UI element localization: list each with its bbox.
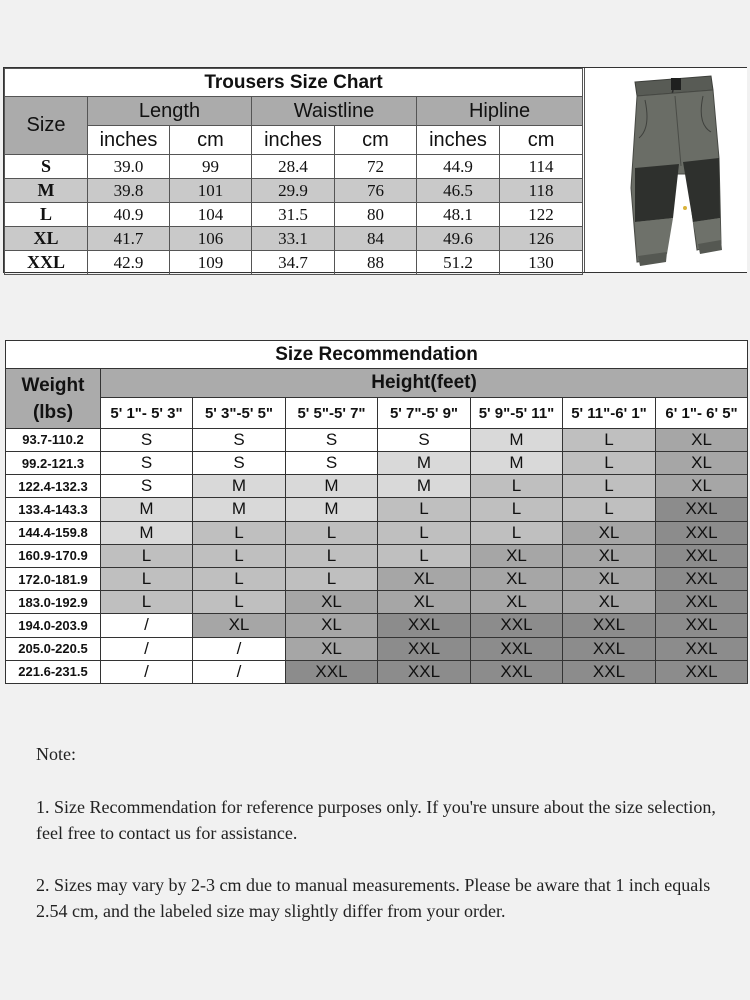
height-range-header: 5' 3"-5' 5" [193, 398, 286, 428]
recommended-size-cell: M [471, 451, 563, 474]
size-label: M [5, 179, 88, 203]
note-item-1: 1. Size Recommendation for reference purposes only. If you're unsure about the size selection, feel free to contact us for assistance. [36, 797, 716, 843]
measurement-cell: 34.7 [252, 251, 335, 275]
recommended-size-cell: M [101, 498, 193, 521]
recommendation-row [6, 637, 748, 660]
weight-header-text: Weight (lbs) [21, 374, 85, 423]
recommended-size-cell: S [286, 428, 378, 451]
height-range-header: 5' 9"-5' 11" [471, 398, 563, 428]
size-recommendation-table [5, 340, 748, 684]
left-lower-leg [635, 218, 673, 258]
recommended-size-cell: XXL [563, 637, 656, 660]
recommended-size-cell: / [101, 660, 193, 683]
recommended-size-cell: XXL [378, 637, 471, 660]
hipline-group-header: Hipline [417, 97, 583, 126]
waistline-group-header: Waistline [252, 97, 417, 126]
measurement-cell: 44.9 [417, 155, 500, 179]
recommended-size-cell: / [101, 614, 193, 637]
recommendation-row [6, 498, 748, 521]
recommended-size-cell: L [378, 521, 471, 544]
recommended-size-cell: XXL [378, 614, 471, 637]
recommended-size-cell: L [378, 544, 471, 567]
length-group-header: Length [88, 97, 252, 126]
recommendation-title: Size Recommendation [6, 341, 748, 369]
recommended-size-cell: M [193, 498, 286, 521]
measurement-cell: 42.9 [88, 251, 170, 275]
recommended-size-cell: XXL [286, 660, 378, 683]
recommended-size-cell: XL [286, 637, 378, 660]
recommended-size-cell: XXL [656, 521, 748, 544]
height-range-header: 6' 1"- 6' 5" [656, 398, 748, 428]
measurement-cell: 72 [335, 155, 417, 179]
recommended-size-cell: XL [286, 591, 378, 614]
recommended-size-cell: S [286, 451, 378, 474]
recommended-size-cell: XL [563, 591, 656, 614]
weight-range-cell: 183.0-192.9 [6, 591, 101, 614]
size-label: XXL [5, 251, 88, 275]
recommended-size-cell: / [193, 637, 286, 660]
measurement-cell: 51.2 [417, 251, 500, 275]
size-chart-title: Trousers Size Chart [5, 69, 583, 97]
recommended-size-cell: L [101, 544, 193, 567]
height-range-header: 5' 11"-6' 1" [563, 398, 656, 428]
size-chart-row [5, 155, 583, 179]
recommended-size-cell: L [286, 544, 378, 567]
recommended-size-cell: S [101, 475, 193, 498]
weight-range-cell: 194.0-203.9 [6, 614, 101, 637]
recommended-size-cell: XXL [656, 637, 748, 660]
measurement-cell: 48.1 [417, 203, 500, 227]
weight-range-cell: 160.9-170.9 [6, 544, 101, 567]
weight-range-cell: 122.4-132.3 [6, 475, 101, 498]
size-chart-panel [3, 67, 747, 273]
unit-header: cm [170, 126, 252, 155]
recommended-size-cell: M [471, 428, 563, 451]
weight-header [6, 369, 101, 429]
recommended-size-cell: L [471, 498, 563, 521]
recommended-size-cell: / [101, 637, 193, 660]
measurement-cell: 39.0 [88, 155, 170, 179]
weight-range-cell: 172.0-181.9 [6, 567, 101, 590]
recommended-size-cell: XL [656, 451, 748, 474]
measurement-cell: 126 [500, 227, 583, 251]
recommended-size-cell: XL [656, 428, 748, 451]
recommended-size-cell: M [193, 475, 286, 498]
measurement-cell: 104 [170, 203, 252, 227]
note-item-2: 2. Sizes may vary by 2-3 cm due to manual measurements. Please be aware that 1 inch equals 2.54 cm, and the labeled size may slightly differ from your order. [36, 875, 711, 921]
recommended-size-cell: M [286, 475, 378, 498]
recommended-size-cell: XL [378, 591, 471, 614]
recommended-size-cell: XXL [563, 660, 656, 683]
measurement-cell: 88 [335, 251, 417, 275]
recommended-size-cell: L [378, 498, 471, 521]
recommended-size-cell: L [286, 521, 378, 544]
size-label: L [5, 203, 88, 227]
recommended-size-cell: XL [193, 614, 286, 637]
measurement-cell: 41.7 [88, 227, 170, 251]
size-label: S [5, 155, 88, 179]
size-chart-table [4, 68, 583, 275]
recommended-size-cell: L [101, 591, 193, 614]
measurement-cell: 130 [500, 251, 583, 275]
recommendation-row [6, 567, 748, 590]
unit-header: inches [88, 126, 170, 155]
weight-range-cell: 99.2-121.3 [6, 451, 101, 474]
recommended-size-cell: S [193, 428, 286, 451]
measurement-cell: 122 [500, 203, 583, 227]
height-header: Height(feet) [101, 369, 748, 398]
measurement-cell: 40.9 [88, 203, 170, 227]
recommended-size-cell: L [193, 521, 286, 544]
recommended-size-cell: XL [471, 567, 563, 590]
size-chart-row [5, 251, 583, 275]
recommended-size-cell: XXL [656, 498, 748, 521]
measurement-cell: 28.4 [252, 155, 335, 179]
right-knee-panel [683, 158, 720, 222]
recommended-size-cell: L [563, 428, 656, 451]
recommended-size-cell: XL [563, 544, 656, 567]
trousers-illustration [585, 68, 747, 272]
recommended-size-cell: M [286, 498, 378, 521]
measurement-cell: 106 [170, 227, 252, 251]
measurement-cell: 109 [170, 251, 252, 275]
recommended-size-cell: XXL [656, 591, 748, 614]
measurement-cell: 99 [170, 155, 252, 179]
recommended-size-cell: L [193, 567, 286, 590]
size-column-header: Size [5, 97, 88, 155]
height-range-header: 5' 5"-5' 7" [286, 398, 378, 428]
recommendation-row [6, 544, 748, 567]
recommended-size-cell: L [563, 498, 656, 521]
size-chart-row [5, 179, 583, 203]
recommended-size-cell: L [193, 544, 286, 567]
recommendation-row [6, 451, 748, 474]
recommended-size-cell: L [471, 521, 563, 544]
recommended-size-cell: XXL [656, 544, 748, 567]
recommended-size-cell: XXL [471, 637, 563, 660]
measurement-cell: 84 [335, 227, 417, 251]
recommended-size-cell: XXL [656, 614, 748, 637]
recommended-size-cell: S [101, 428, 193, 451]
measurement-cell: 49.6 [417, 227, 500, 251]
recommended-size-cell: S [193, 451, 286, 474]
recommended-size-cell: M [378, 451, 471, 474]
measurement-cell: 39.8 [88, 179, 170, 203]
recommended-size-cell: XL [471, 544, 563, 567]
recommendation-row [6, 591, 748, 614]
measurement-cell: 29.9 [252, 179, 335, 203]
product-image [584, 68, 747, 272]
recommended-size-cell: S [378, 428, 471, 451]
recommended-size-cell: L [471, 475, 563, 498]
measurement-cell: 114 [500, 155, 583, 179]
note-heading: Note: [36, 744, 76, 764]
recommended-size-cell: L [193, 591, 286, 614]
weight-range-cell: 221.6-231.5 [6, 660, 101, 683]
weight-range-cell: 133.4-143.3 [6, 498, 101, 521]
recommended-size-cell: XXL [656, 660, 748, 683]
recommended-size-cell: XXL [378, 660, 471, 683]
recommended-size-cell: XXL [471, 660, 563, 683]
recommended-size-cell: XL [656, 475, 748, 498]
height-range-header: 5' 7"-5' 9" [378, 398, 471, 428]
measurement-cell: 46.5 [417, 179, 500, 203]
size-chart-row [5, 227, 583, 251]
weight-range-cell: 205.0-220.5 [6, 637, 101, 660]
recommended-size-cell: XL [471, 591, 563, 614]
size-label: XL [5, 227, 88, 251]
weight-range-cell: 93.7-110.2 [6, 428, 101, 451]
recommended-size-cell: XL [378, 567, 471, 590]
recommended-size-cell: XXL [656, 567, 748, 590]
measurement-cell: 76 [335, 179, 417, 203]
measurement-cell: 31.5 [252, 203, 335, 227]
size-chart-row [5, 203, 583, 227]
recommended-size-cell: XXL [563, 614, 656, 637]
unit-header: inches [252, 126, 335, 155]
recommended-size-cell: XL [563, 521, 656, 544]
recommended-size-cell: XL [563, 567, 656, 590]
recommended-size-cell: L [563, 475, 656, 498]
recommended-size-cell: XL [286, 614, 378, 637]
recommendation-row [6, 521, 748, 544]
recommended-size-cell: XXL [471, 614, 563, 637]
recommended-size-cell: L [563, 451, 656, 474]
height-range-header: 5' 1"- 5' 3" [101, 398, 193, 428]
weight-range-cell: 144.4-159.8 [6, 521, 101, 544]
unit-header: inches [417, 126, 500, 155]
recommended-size-cell: M [378, 475, 471, 498]
recommendation-row [6, 614, 748, 637]
recommended-size-cell: L [101, 567, 193, 590]
recommended-size-cell: / [193, 660, 286, 683]
unit-header: cm [500, 126, 583, 155]
recommended-size-cell: S [101, 451, 193, 474]
unit-header: cm [335, 126, 417, 155]
measurement-cell: 33.1 [252, 227, 335, 251]
recommendation-row [6, 475, 748, 498]
buckle [671, 78, 681, 90]
measurement-cell: 80 [335, 203, 417, 227]
recommended-size-cell: L [286, 567, 378, 590]
measurement-cell: 101 [170, 179, 252, 203]
measurement-cell: 118 [500, 179, 583, 203]
left-knee-panel [635, 164, 679, 222]
recommended-size-cell: M [101, 521, 193, 544]
recommendation-row [6, 660, 748, 683]
recommendation-row [6, 428, 748, 451]
logo-dot [683, 206, 687, 210]
